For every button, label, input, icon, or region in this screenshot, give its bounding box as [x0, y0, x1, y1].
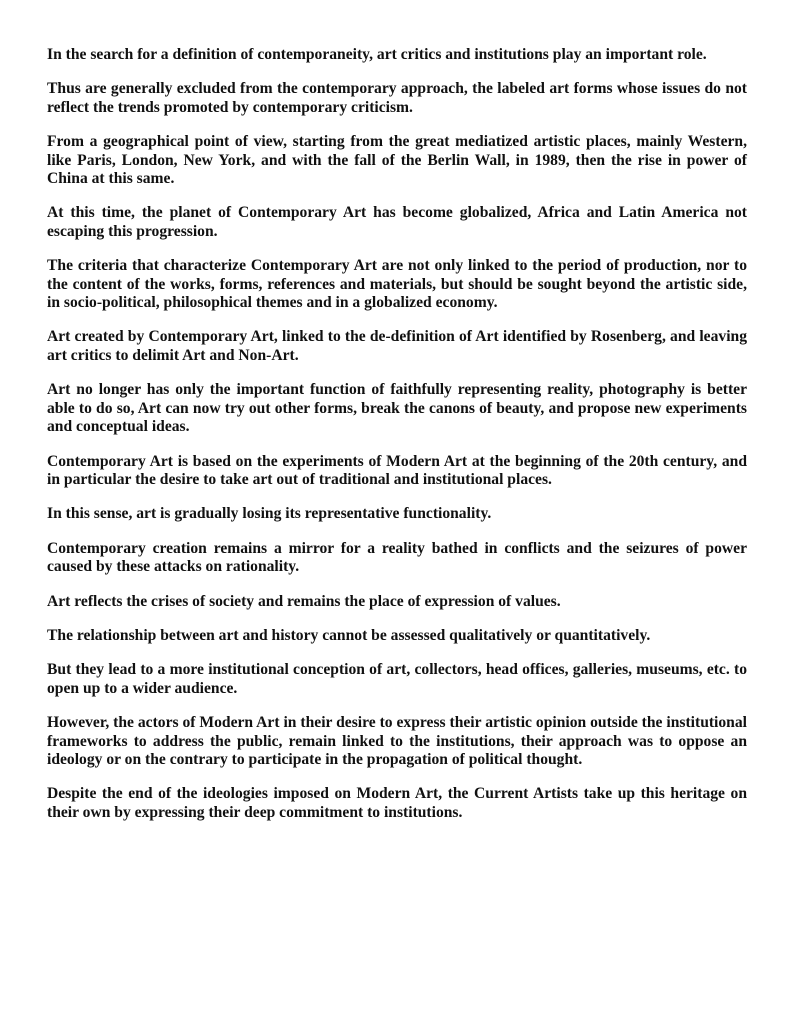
paragraph: Despite the end of the ideologies imposed on Modern Art, the Current Artists take up this heritage on their own by expressing their deep commitment to institutions. — [47, 785, 747, 821]
paragraph: Thus are generally excluded from the contemporary approach, the labeled art forms whose issues do not reflect the trends promoted by contemporary criticism. — [47, 80, 747, 116]
paragraph: The relationship between art and history cannot be assessed qualitatively or quantitatively. — [47, 626, 651, 644]
paragraph: At this time, the planet of Contemporary Art has become globalized, Africa and Latin America not escaping this progression. — [47, 204, 747, 240]
paragraph: Contemporary creation remains a mirror for a reality bathed in conflicts and the seizures of power caused by these attacks on rationality. — [47, 539, 747, 576]
paragraph: The criteria that characterize Contemporary Art are not only linked to the period of production, nor to the content of the works, forms, references and materials, but should be sought beyond the artistic side, in socio-political, philosophical themes and in a globalized economy. — [47, 257, 747, 312]
paragraph: However, the actors of Modern Art in their desire to express their artistic opinion outside the institutional frameworks to address the public, remain linked to the institutions, their approach was to oppose an ideology or on the contrary to participate in the propagation of political thought. — [47, 714, 747, 768]
paragraph: Art no longer has only the important function of faithfully representing reality, photography is better able to do so, Art can now try out other forms, break the canons of beauty, and propose new experiments and conceptual ideas. — [47, 381, 747, 436]
document-page — [47, 46, 747, 822]
paragraph: Art reflects the crises of society and remains the place of expression of values. — [47, 592, 561, 610]
paragraph: Art created by Contemporary Art, linked to the de-definition of Art identified by Rosenberg, and leaving art critics to delimit Art and Non-Art. — [47, 328, 747, 364]
paragraph: In this sense, art is gradually losing its representative functionality. — [47, 505, 492, 523]
paragraph: But they lead to a more institutional conception of art, collectors, head offices, galleries, museums, etc. to open up to a wider audience. — [47, 661, 747, 697]
paragraph: From a geographical point of view, starting from the great mediatized artistic places, mainly Western, like Paris, London, New York, and with the fall of the Berlin Wall, in 1989, then the rise in power of China at this same. — [47, 133, 747, 188]
paragraph: Contemporary Art is based on the experiments of Modern Art at the beginning of the 20th century, and in particular the desire to take art out of traditional and institutional places. — [47, 452, 747, 488]
paragraph: In the search for a definition of contemporaneity, art critics and institutions play an important role. — [47, 46, 707, 63]
